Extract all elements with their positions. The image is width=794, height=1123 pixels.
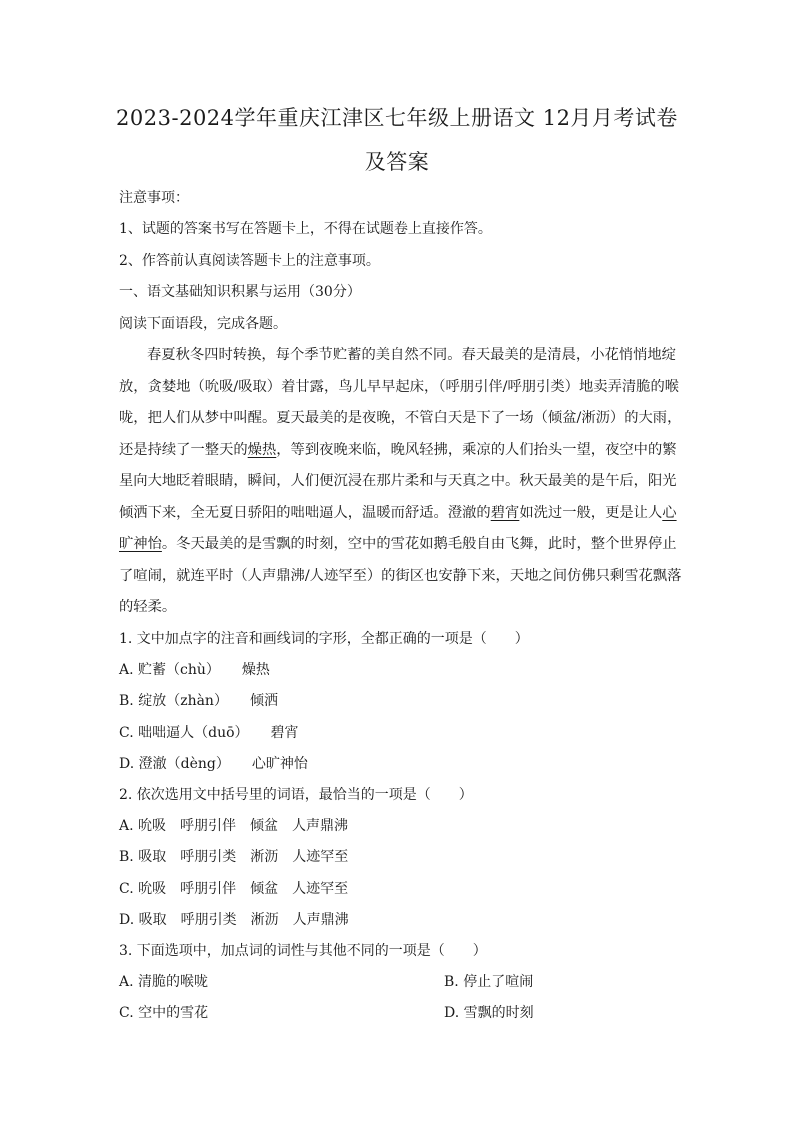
q1-option-a bbox=[119, 659, 270, 679]
passage-line: 咙，把人们从梦中叫醒。夏天最美的是夜晚，不管白天是下了一场（倾盆/淅沥）的大雨， bbox=[119, 410, 682, 426]
page-title-continued: 及答案 bbox=[364, 150, 430, 174]
q2-option-d: D. 吸取 呼朋引类 淅沥 人声鼎沸 bbox=[119, 912, 349, 928]
passage-line bbox=[119, 439, 677, 459]
option-word: 心旷神怡 bbox=[251, 756, 308, 772]
q2-option-c: C. 吮吸 呼朋引伴 倾盆 人迹罕至 bbox=[119, 881, 349, 897]
passage-text: 还是持续了一整天的 bbox=[119, 442, 248, 458]
passage-line: 的轻柔。 bbox=[119, 599, 177, 615]
underlined-word: 心 bbox=[662, 505, 677, 521]
option-word: 倾洒 bbox=[249, 693, 278, 709]
section-heading: 一、语文基础知识积累与运用（30分） bbox=[119, 284, 361, 300]
passage-text: 。冬天最美的是雪飘的时刻，空中的雪花如鹅毛般自由飞舞，此时，整个世界停止 bbox=[161, 536, 677, 552]
notice-item-1: 1、试题的答案书写在答题卡上，不得在试题卷上直接作答。 bbox=[119, 221, 492, 237]
passage-line: 星向大地眨着眼睛，瞬间，人们便沉浸在那片柔和与天真之中。秋天最美的是午后，阳光 bbox=[119, 473, 677, 489]
passage-line: 放，贪婪地（吮吸/吸取）着甘露，鸟儿早早起床，（呼朋引伴/呼朋引类）地卖弄清脆的喉 bbox=[119, 379, 680, 395]
option-label: D. 澄澈（dèng） bbox=[119, 756, 230, 772]
question-1-stem: 1. 文中加点字的注音和画线词的字形，全都正确的一项是（ ） bbox=[119, 631, 529, 647]
question-2-stem: 2. 依次选用文中括号里的词语，最恰当的一项是（ ） bbox=[119, 787, 473, 803]
q1-option-b bbox=[119, 690, 278, 710]
underlined-word: 燥热 bbox=[247, 442, 277, 458]
underlined-word: 旷神怡 bbox=[119, 536, 162, 552]
passage-line: 了喧闹，就连平时（人声鼎沸/人迹罕至）的街区也安静下来，天地之间仿佛只剩雪花飘落 bbox=[119, 568, 682, 584]
passage-text: 倾洒下来，全无夏日骄阳的咄咄逼人，温暖而舒适。澄澈的 bbox=[119, 505, 491, 521]
q1-option-d bbox=[119, 753, 308, 773]
passage-line bbox=[119, 502, 677, 522]
q2-option-a: A. 吮吸 呼朋引伴 倾盆 人声鼎沸 bbox=[119, 818, 349, 834]
notice-heading: 注意事项： bbox=[119, 190, 189, 206]
section-instruction: 阅读下面语段，完成各题。 bbox=[119, 316, 287, 332]
q3-option-c: C. 空中的雪花 bbox=[119, 1005, 209, 1021]
q3-option-d: D. 雪飘的时刻 bbox=[444, 1005, 534, 1021]
passage-text: ，等到夜晚来临，晚风轻拂，乘凉的人们抬头一望，夜空中的繁 bbox=[276, 442, 677, 458]
q3-option-b: B. 停止了喧闹 bbox=[444, 974, 534, 990]
passage-line bbox=[119, 533, 677, 553]
option-label: C. 咄咄逼人（duō） bbox=[119, 725, 249, 741]
option-word: 碧宵 bbox=[270, 725, 299, 741]
passage-text: 如洗过一般，更是让人 bbox=[519, 505, 663, 521]
question-3-stem: 3. 下面选项中，加点词的词性与其他不同的一项是（ ） bbox=[119, 943, 487, 959]
option-label: B. 绽放（zhàn） bbox=[119, 693, 228, 709]
q1-option-c bbox=[119, 722, 299, 742]
option-word: 燥热 bbox=[241, 662, 270, 678]
passage-line: 春夏秋冬四时转换，每个季节贮蓄的美自然不同。春天最美的是清晨，小花悄悄地绽 bbox=[147, 347, 676, 363]
q2-option-b: B. 吸取 呼朋引类 淅沥 人迹罕至 bbox=[119, 849, 349, 865]
q3-option-a: A. 清脆的喉咙 bbox=[119, 974, 209, 990]
underlined-word: 碧宵 bbox=[490, 505, 520, 521]
option-label: A. 贮蓄（chù） bbox=[119, 662, 220, 678]
page-title: 2023-2024学年重庆江津区七年级上册语文 12月月考试卷 bbox=[116, 106, 678, 130]
notice-item-2: 2、作答前认真阅读答题卡上的注意事项。 bbox=[119, 253, 380, 269]
